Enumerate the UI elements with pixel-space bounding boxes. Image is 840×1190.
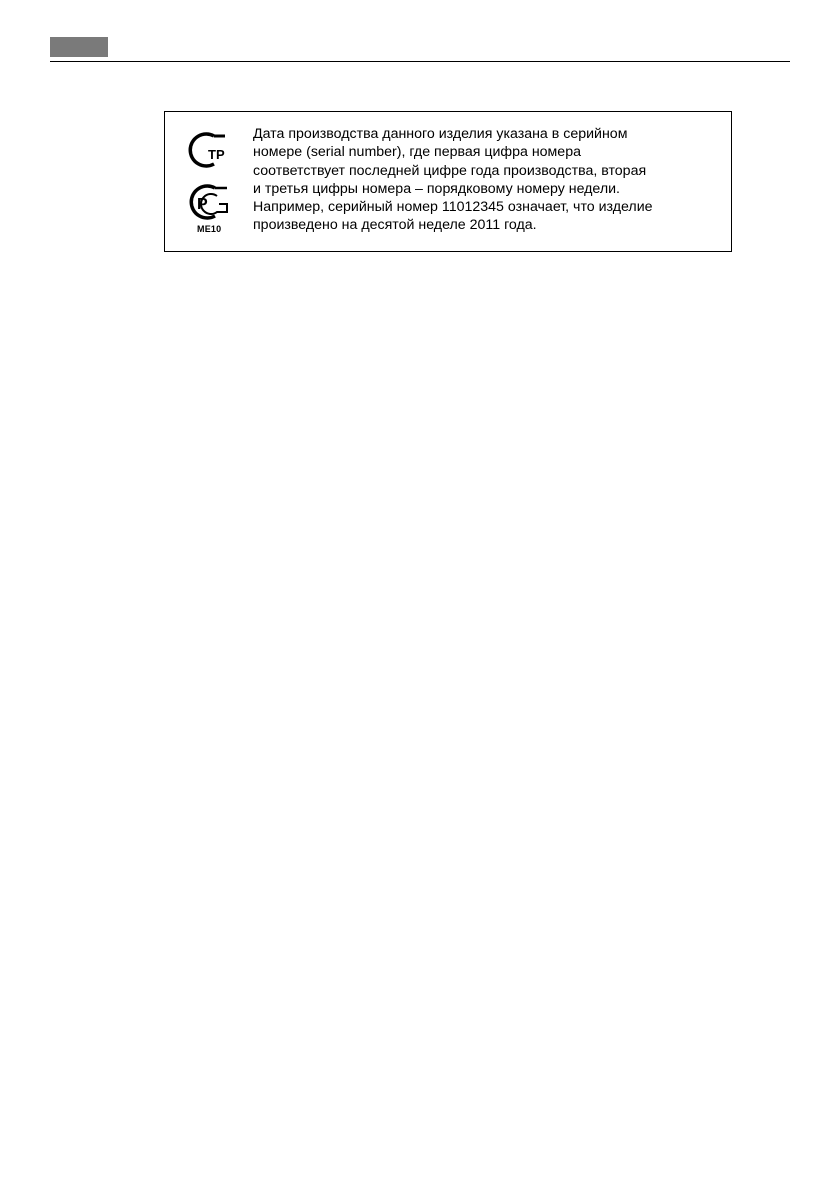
notice-line: номере (serial number), где первая цифра номера — [253, 144, 581, 161]
production-date-notice — [164, 111, 732, 252]
notice-line: и третья цифры номера – порядковому номеру недели. — [253, 180, 620, 197]
gost-tr-letters: ТР — [208, 147, 225, 162]
gost-tr-mark-icon — [187, 130, 233, 170]
rst-mark-icon — [187, 182, 237, 222]
certification-marks — [185, 130, 237, 240]
header-rule — [50, 61, 790, 62]
certification-code: ME10 — [197, 224, 222, 234]
notice-text — [253, 125, 723, 235]
rst-letters: Р — [197, 196, 208, 213]
notice-line: Например, серийный номер 11012345 означает, что изделие — [253, 199, 653, 216]
notice-line: произведено на десятой неделе 2011 года. — [253, 217, 537, 234]
notice-line: Дата производства данного изделия указана в серийном — [253, 126, 628, 142]
notice-line: соответствует последней цифре года производства, вторая — [253, 162, 647, 179]
header-tab-marker — [50, 37, 108, 57]
